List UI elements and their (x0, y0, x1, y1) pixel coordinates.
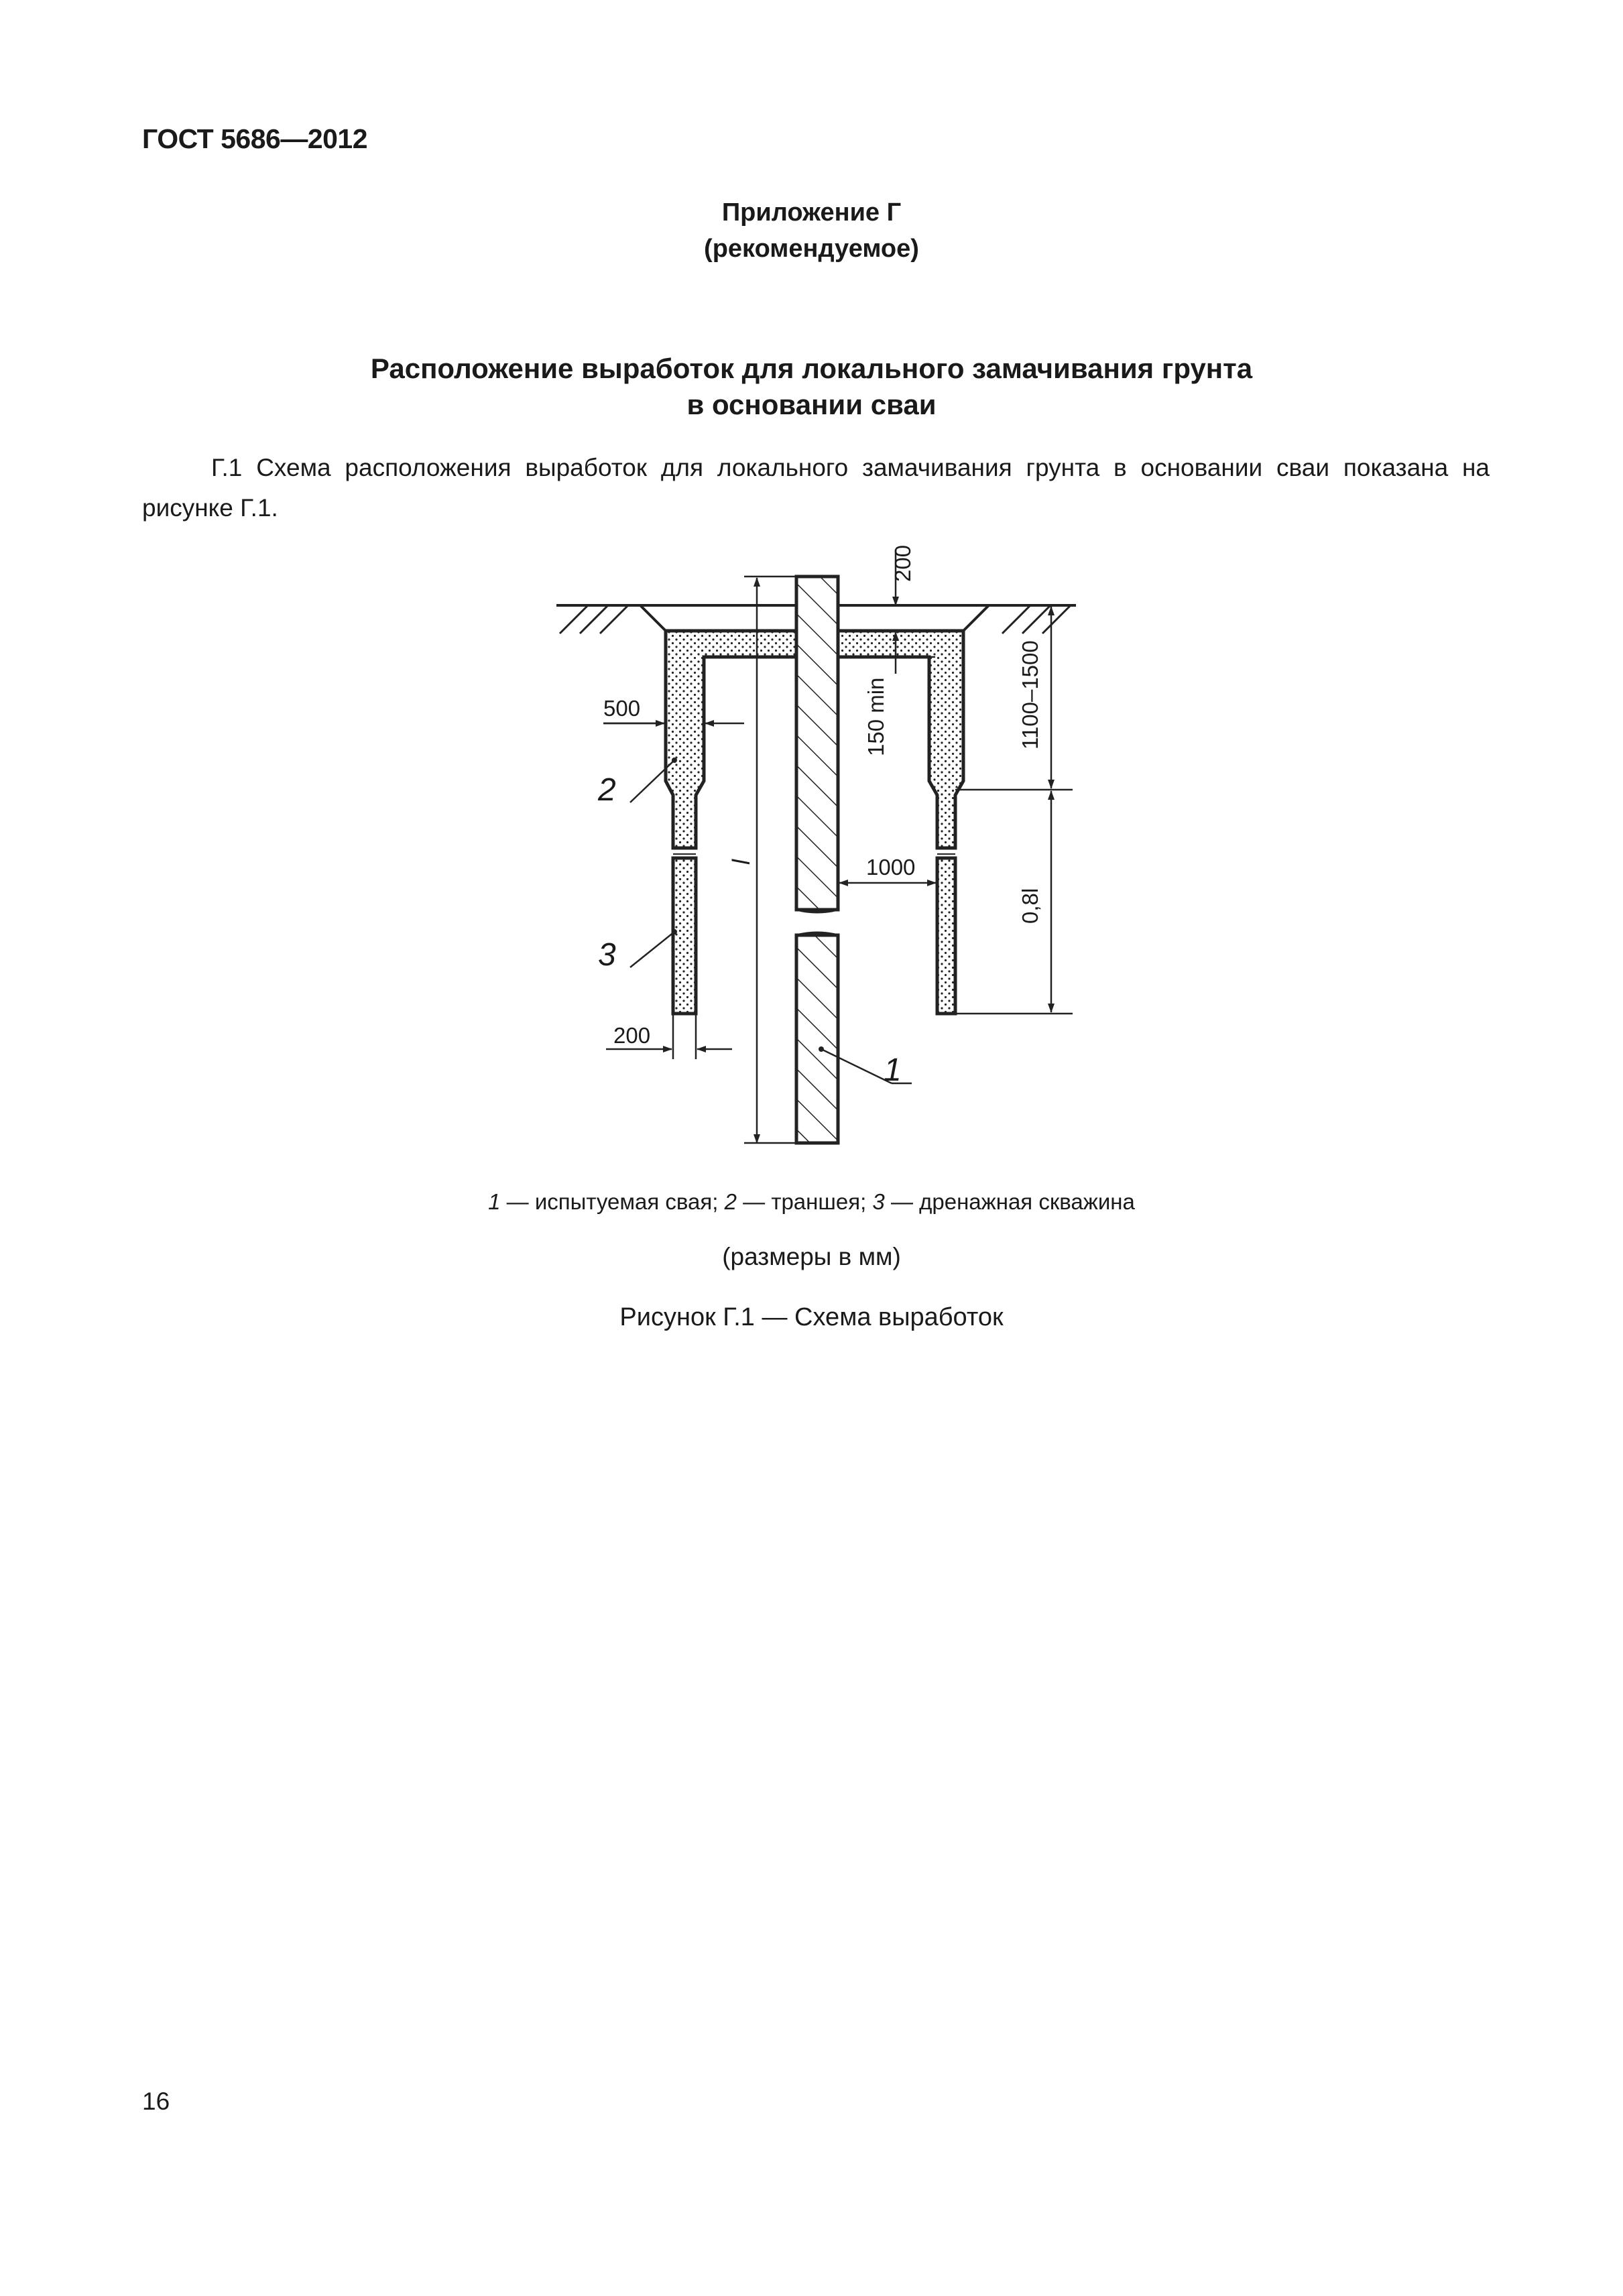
figure-caption: Рисунок Г.1 — Схема выработок (619, 1303, 1004, 1331)
callout-dot-pile (819, 1046, 824, 1052)
dim-pile-length: l (727, 859, 755, 865)
figure-diagram (0, 523, 1623, 1166)
dim-trench-depth: 1100–1500 (1018, 640, 1042, 749)
dim-trench-width: 500 (603, 696, 641, 721)
dim-min-depth: 150 min (863, 677, 888, 756)
callout-well: 3 (598, 937, 616, 973)
units-note: (размеры в мм) (722, 1243, 901, 1270)
section-title-line2: в основании сваи (686, 389, 937, 420)
page-number: 16 (142, 2088, 170, 2115)
legend-item1-num: 1 (488, 1189, 501, 1214)
appendix-status: (рекомендуемое) (704, 235, 919, 263)
legend-item3-num: 3 (872, 1189, 885, 1214)
callout-pile: 1 (884, 1052, 902, 1088)
test-pile (796, 577, 838, 1143)
callout-dot-well (672, 929, 677, 934)
standard-code: ГОСТ 5686—2012 (142, 123, 368, 154)
callout-trench: 2 (598, 772, 616, 808)
appendix-label: Приложение Г (721, 198, 902, 227)
legend-item1-text: — испытуемая свая; (506, 1189, 719, 1214)
dim-well-width: 200 (613, 1023, 651, 1048)
legend-item2-text: — траншея; (743, 1189, 867, 1214)
section-title-line1: Расположение выработок для локального замачивания грунта (370, 353, 1253, 384)
paragraph-g1: Г.1 Схема расположения выработок для локального замачивания грунта в основании сваи показана на рисунке Г.1. (142, 454, 1490, 522)
dim-well-depth: 0,8l (1018, 888, 1042, 924)
dim-top-offset: 200 (890, 544, 915, 582)
legend-item2-num: 2 (724, 1189, 737, 1214)
legend-item3-text: — дренажная скважина (890, 1189, 1135, 1214)
dim-spacing: 1000 (866, 855, 916, 880)
figure-legend (0, 1189, 1623, 1215)
callout-dot-trench (672, 758, 677, 763)
